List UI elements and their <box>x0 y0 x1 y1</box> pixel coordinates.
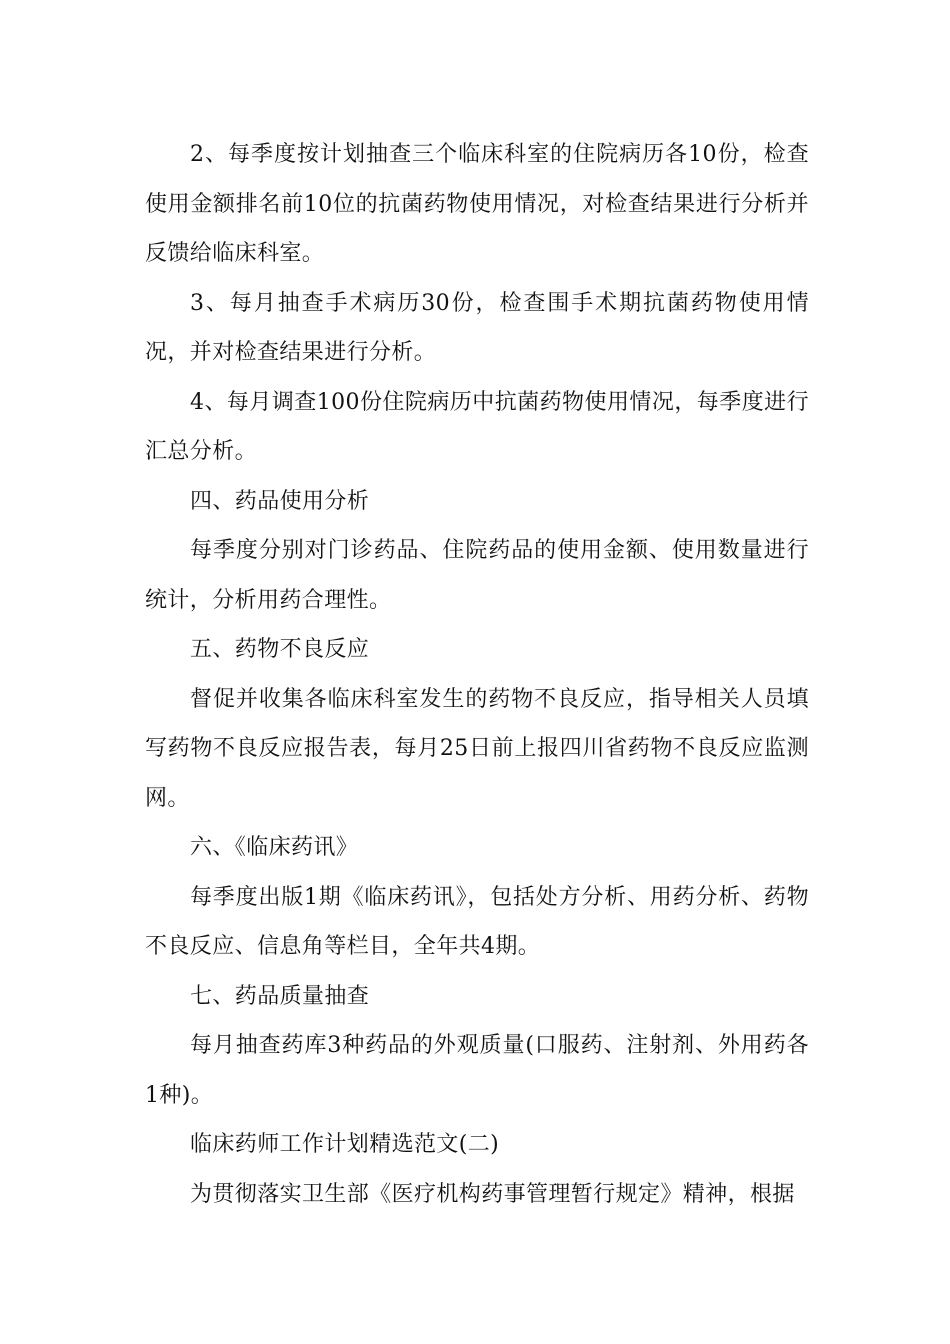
paragraph-clinical-bulletin: 每季度出版1期《临床药讯》，包括处方分析、用药分析、药物不良反应、信息角等栏目，全年共4期。 <box>145 884 809 959</box>
paragraph-quality-check: 每月抽查药库3种药品的外观质量(口服药、注射剂、外用药各1种)。 <box>145 1033 809 1108</box>
section-heading-adverse-reactions: 五、药物不良反应 <box>190 637 370 662</box>
section-heading-drug-usage-analysis: 四、药品使用分析 <box>190 488 370 514</box>
document-body <box>145 130 809 1219</box>
paragraph-item-2-antibiotic-check: 2、每季度按计划抽查三个临床科室的住院病历各10份，检查使用金额排名前10位的抗菌药物使用情况，对检查结果进行分析并反馈给临床科室。 <box>145 142 809 266</box>
paragraph-item-3-surgery-records: 3、每月抽查手术病历30份，检查围手术期抗菌药物使用情况，并对检查结果进行分析。 <box>145 290 809 365</box>
paragraph-drug-usage-analysis: 每季度分别对门诊药品、住院药品的使用金额、使用数量进行统计，分析用药合理性。 <box>145 538 809 613</box>
paragraph-intro-regulation: 为贯彻落实卫生部《医疗机构药事管理暂行规定》精神，根据 <box>190 1181 795 1207</box>
paragraph-adverse-reactions: 督促并收集各临床科室发生的药物不良反应，指导相关人员填写药物不良反应报告表，每月25日前上报四川省药物不良反应监测网。 <box>145 686 809 811</box>
section-heading-quality-check: 七、药品质量抽查 <box>190 983 370 1009</box>
section-heading-clinical-bulletin: 六、《临床药讯》 <box>190 835 359 860</box>
document-subtitle-sample-two: 临床药师工作计划精选范文(二) <box>190 1132 500 1157</box>
paragraph-item-4-inpatient-survey: 4、每月调查100份住院病历中抗菌药物使用情况，每季度进行汇总分析。 <box>145 389 809 464</box>
